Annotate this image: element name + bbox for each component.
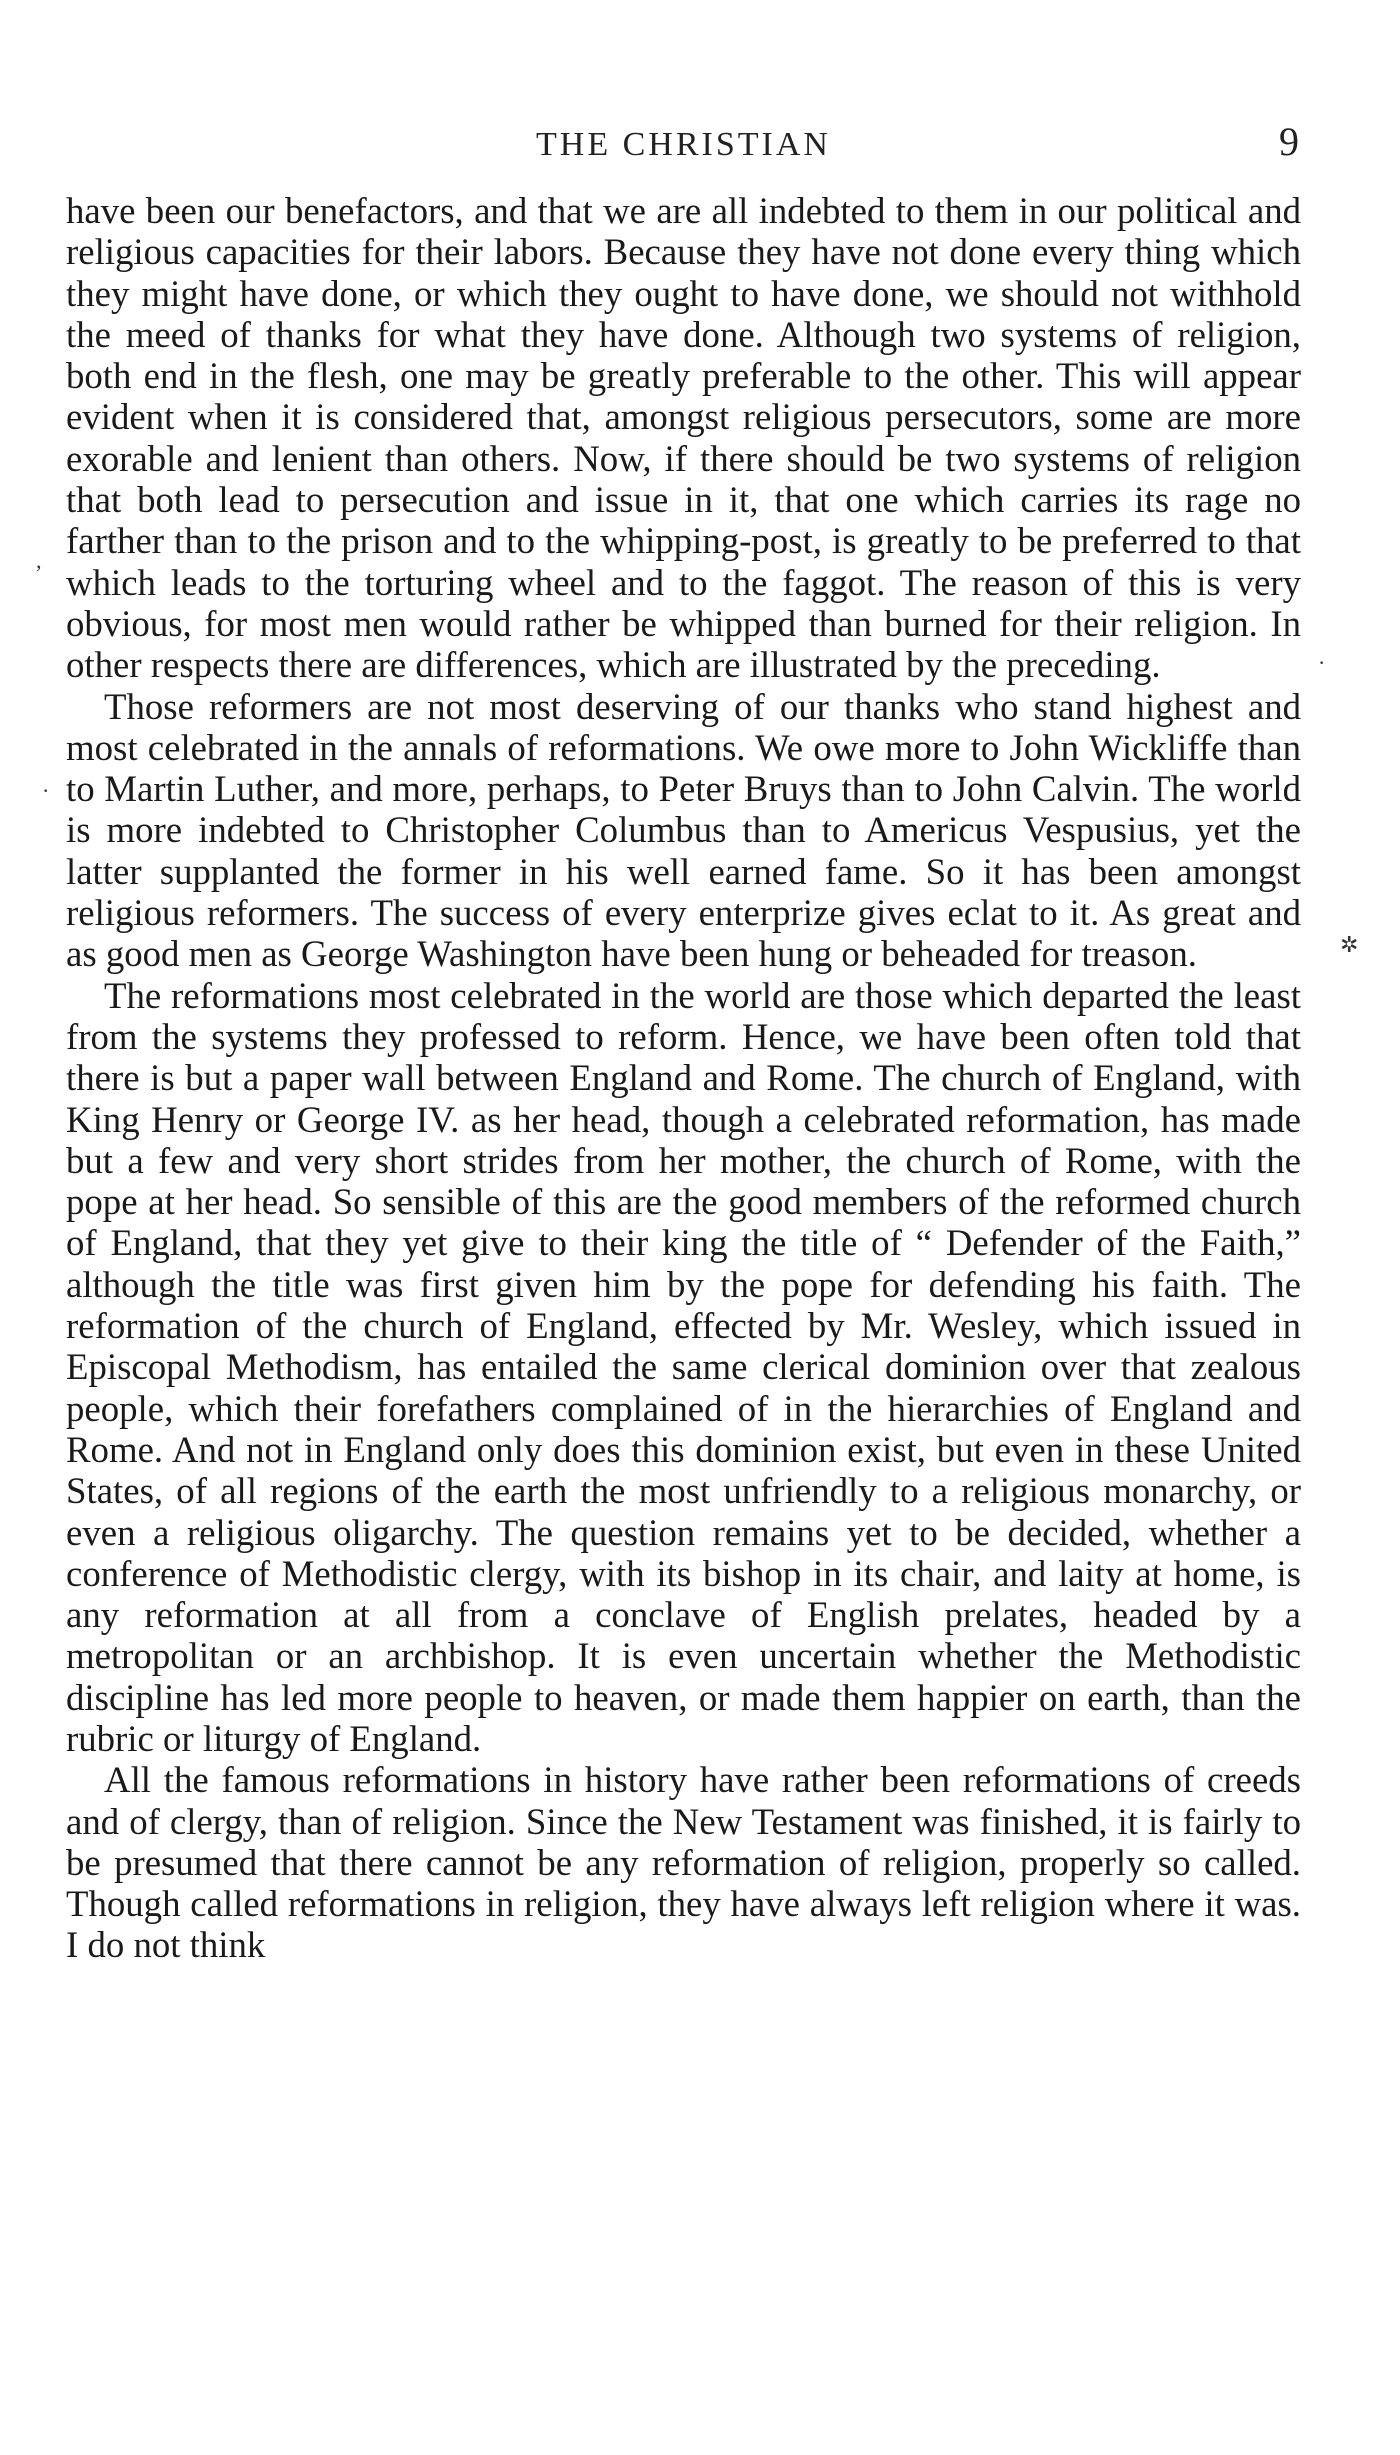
paragraph-1: have been our benefactors, and that we are all indebted to them in our political and religious capacities for their labors. Because they have not done every thing which they might have done, or which they ought to have done, we should not withhold the meed of thanks for what they have done. Although two systems of religion, both end in the flesh, one may be greatly preferable to the other. This will appear evident when it is considered that, amongst religious persecutors, some are more exorable and lenient than others. Now, if there should be two systems of religion that both lead to persecution and issue in it, that one which carries its rage no farther than to the prison and to the whipping-post, is greatly to be preferred to that which leads to the torturing wheel and to the faggot. The reason of this is very obvious, for most men would rather be whipped than burned for their religion. In other respects there are differences, which are illustrated by the preceding. [66, 190, 1301, 686]
running-title: THE CHRISTIAN [536, 126, 831, 163]
margin-speck: · [42, 778, 50, 803]
paragraph-2: Those reformers are not most deserving of our thanks who stand highest and most celebrated in the annals of reformations. We owe more to John Wickliffe than to Martin Luther, and more, perhaps, to Peter Bruys than to John Calvin. The world is more indebted to Christopher Columbus than to Americus Vespusius, yet the latter supplanted the former in his well earned fame. So it has been amongst religious reformers. The success of every enterprize gives eclat to it. As great and as good men as George Washington have been hung or beheaded for treason. [66, 685, 1301, 975]
body-text [66, 190, 1301, 1966]
margin-speck: · [1318, 650, 1326, 675]
ornament-icon: ✲ [1340, 932, 1359, 957]
paragraph-3: The reformations most celebrated in the world are those which departed the least from the systems they professed to reform. Hence, we have been often told that there is but a paper wall between England and Rome. The church of England, with King Henry or George IV. as her head, though a celebrated reformation, has made but a few and very short strides from her mother, the church of Rome, with the pope at her head. So sensible of this are the good members of the reformed church of England, that they yet give to their king the title of “ Defender of the Faith,” although the title was first given him by the pope for defending his faith. The reformation of the church of England, effected by Mr. Wesley, which issued in Episcopal Methodism, has entailed the same clerical dominion over that zealous people, which their forefathers complained of in the hierarchies of England and Rome. And not in England only does this dominion exist, but even in these United States, of all regions of the earth the most unfriendly to a religious monarchy, or even a religious oligarchy. The question remains yet to be decided, whether a conference of Methodistic clergy, with its bishop in its chair, and laity at home, is any reformation at all from a conclave of English prelates, headed by a metropolitan or an archbishop. It is even uncertain whether the Methodistic discipline has led more people to heaven, or made them happier on earth, than the rubric or liturgy of England. [66, 974, 1301, 1759]
margin-speck: , [36, 548, 42, 573]
paragraph-4: All the famous reformations in history have rather been reformations of creeds and of clergy, than of religion. Since the New Testament was finished, it is fairly to be presumed that there cannot be any reformation of religion, properly so called. Though called reformations in religion, they have always left religion where it was. I do not think [66, 1759, 1301, 1966]
page-number: 9 [1279, 119, 1299, 164]
book-page [66, 118, 1301, 1966]
page-header [66, 118, 1301, 180]
